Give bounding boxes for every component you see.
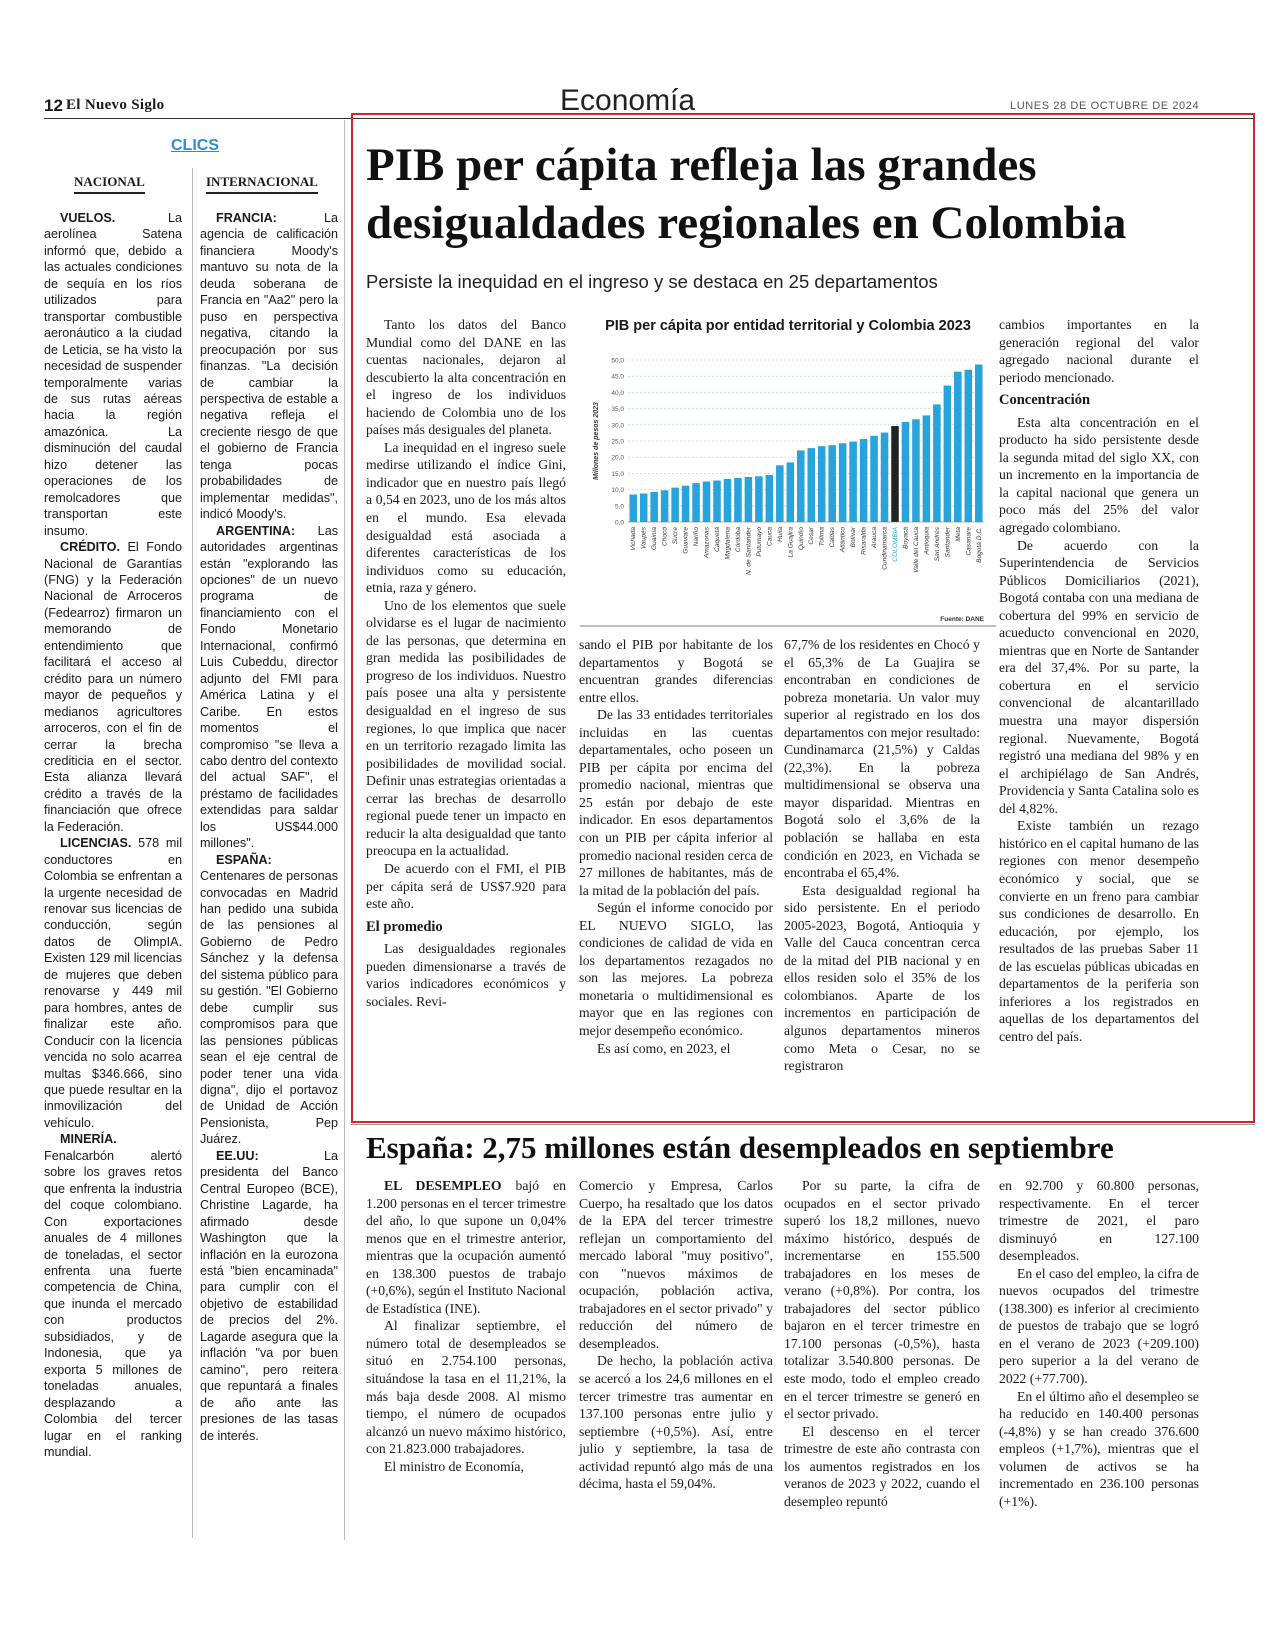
paragraph: en 92.700 y 60.800 personas, respectivamente. En el tercer trimestre de 2021, el paro disminuyó en 127.100 desempleados.: [999, 1178, 1199, 1264]
feature-column-3: [784, 636, 980, 1075]
story2-headline: España: 2,75 millones están desempleados en septiembre: [366, 1130, 1114, 1165]
x-tick-label: Quindío: [797, 527, 805, 551]
brief-text: La aerolínea Satena informó que, debido a las actuales condiciones de sequía en los ríos utilizados para transportar combustible aeronáutico a la ciudad de Leticia, se ha visto la necesidad de suspender temporalmente varias de sus rutas aéreas hacia la región amazónica. La disminución del caudal hizo detener las operaciones de los remolcadores que transportan este insumo.: [44, 211, 182, 538]
x-tick-label: Huila: [776, 527, 784, 543]
internacional-heading: INTERNACIONAL: [206, 174, 318, 194]
chart-bar: [787, 462, 795, 522]
chart-bar: [734, 478, 742, 522]
feature-headline: PIB per cápita refleja las grandes desigualdades regionales en Colombia: [366, 139, 1127, 249]
brief-text: Centenares de personas convocadas en Madrid han pedido una subida de las pensiones al Gobierno de Pedro Sánchez y la defensa del sistema público para su gestión. "El Gobierno debe cumplir sus compromisos para que las pensiones públicas sean el eje central de poder tener una vida digna", dijo el portavoz de Unidad de Acción Pensionista, Pep Juárez.: [200, 869, 338, 1147]
y-axis-label: Millones de pesos 2023: [593, 402, 600, 480]
paragraph-text: bajó en 1.200 personas en el tercer trimestre del año, lo que supone un 0,04% menos que en el trimestre anterior, mientras que la ocupación aumentó en 138.300 puestos de trabajo (+0,6%), según el Instituto Nacional de Estadística (INE).: [366, 1178, 566, 1316]
brief-kicker: MINERÍA.: [60, 1132, 117, 1147]
x-tick-label: Santander: [944, 527, 952, 558]
chart-bar: [944, 386, 952, 522]
paragraph: El descenso en el tercer trimestre de este año contrasta con los aumentos registrados en los veranos de 2023 y 2022, cuando el desempleo repuntó: [784, 1423, 980, 1509]
x-tick-label: Arauca: [871, 527, 879, 548]
paragraph: Según el informe conocido por EL NUEVO SIGLO, las condiciones de calidad de vida en los departamentos rezagados no son las mejores. La pobreza monetaria o multidimensional es mayor que en las regiones con mejor desempeño económico.: [579, 900, 773, 1039]
brief-item: [44, 1131, 182, 1460]
x-tick-label: Nariño: [693, 527, 701, 547]
paragraph: El ministro de Economía,: [384, 1458, 524, 1474]
chart-bar: [766, 475, 774, 522]
brief-item: [44, 835, 182, 1131]
brief-item: [44, 539, 182, 835]
chart-bar: [713, 481, 721, 522]
x-tick-label: Boyacá: [902, 527, 910, 549]
brief-item: [200, 210, 338, 523]
x-tick-label: Atlántico: [839, 527, 847, 553]
feature-subhead-concentracion: Concentración: [999, 392, 1091, 409]
brief-kicker: CRÉDITO.: [60, 540, 120, 555]
x-tick-label: Cesar: [808, 527, 816, 545]
x-tick-label: Cauca: [766, 527, 774, 547]
brief-text: Fenalcarbón alertó sobre los graves retos que enfrenta la industria del coque colombiano. Con exportaciones anuales de 4 millones de toneladas, el sector enfrenta una fuerte competencia de China, que inunda el mercado con productos subsidiados, y de Indonesia, que ya exporta 5 millones de toneladas anuales, desplazando a Colombia del tercer lugar en el ranking mundial.: [44, 1148, 182, 1459]
y-tick-label: 35,0: [611, 406, 624, 414]
feature-column-1: [366, 316, 566, 1010]
x-tick-label: Caldas: [829, 527, 837, 548]
x-tick-label: Putumayo: [755, 527, 763, 557]
chart-bar: [776, 465, 784, 522]
chart-source: Fuente: DANE: [940, 616, 984, 623]
story2-column-3: [784, 1177, 980, 1510]
y-tick-label: 10,0: [611, 487, 624, 495]
paragraph: Tanto los datos del Banco Mundial como del DANE en las cuentas nacionales, dejaron al descubierto la alta concentración en el ingreso de los individuos haciendo de Colombia uno de los países más desiguales del planeta.: [366, 317, 566, 438]
chart-bar: [692, 483, 700, 522]
paragraph: De las 33 entidades territoriales incluidas en las cuentas departamentales, ocho poseen un PIB per cápita por encima del promedio nacional, mientras que 25 están por debajo de este indicador. En esos departamentos con un PIB per cápita inferior al promedio nacional residen cerca de 27 millones de habitantes, más de la mitad de la población del país.: [579, 707, 773, 898]
paragraph: sando el PIB por habitante de los departamentos y Bogotá se encuentran grandes diferencias entre ellos.: [579, 637, 773, 705]
story2-column-2: [579, 1177, 773, 1493]
internacional-briefs: [200, 210, 338, 1444]
chart-bar: [629, 494, 637, 522]
brief-text: Las autoridades argentinas están "explorando las opciones" de un nuevo programa de financiamiento con el Fondo Monetario Internacional, confirmó Luis Cubeddu, director adjunto del FMI para América Latina y el Caribe. En estos momentos el compromiso "se lleva a cabo dentro del contexto del actual SAF", el préstamo de facilidades extendidas para saldar los US$44.000 millones".: [200, 523, 338, 851]
x-tick-label: Meta: [954, 527, 962, 542]
x-tick-label: N. de Santander: [745, 527, 753, 576]
chart-bar: [807, 448, 815, 522]
paragraph: Al finalizar septiembre, el número total de desempleados se situó en 2.754.100 personas, situándose la tasa en el 11,21%, la más baja desde 2008. Al mismo tiempo, el número de ocupados alcanzó un nuevo máximo histórico, con 21.823.000 trabajadores.: [366, 1318, 566, 1457]
chart-bar: [902, 422, 910, 522]
brief-text: La agencia de calificación financiera Moody's mantuvo su nota de la deuda soberana de Francia en "Aa2" pero la puso en perspectiva negativa, citando la preocupación por sus finanzas. "La decisión de cambiar la perspectiva de estable a negativa refleja el creciente riesgo de que el gobierno de Francia tenga pocas probabilidades de implementar medidas", indicó Moody's.: [200, 211, 338, 522]
x-tick-label: Guainía: [651, 527, 659, 551]
brief-kicker: ESPAÑA:: [216, 852, 272, 867]
x-tick-label: Córdoba: [734, 527, 742, 553]
story2-column-1: [366, 1177, 566, 1475]
brief-item: [200, 1148, 338, 1444]
brief-item: [200, 852, 338, 1148]
x-tick-label: Casanare: [965, 527, 973, 556]
gdp-per-capita-chart: [580, 316, 996, 629]
briefs-title: CLICS: [171, 137, 219, 154]
chart-bar: [745, 477, 753, 522]
brief-kicker: ARGENTINA:: [216, 523, 296, 538]
chart-bar: [661, 490, 669, 522]
nacional-briefs: [44, 210, 182, 1460]
paragraph: Existe también un rezago histórico en el capital humano de las regiones con menor desempeño económico y social, que se convierte en un freno para cambiar sus condiciones de desarrollo. En educación, por ejemplo, los resultados de las pruebas Saber 11 de las escuelas públicas ubicadas en departamentos de la periferia son inferiores a los registrados en aquellas de los departamentos del centro del país.: [999, 818, 1199, 1044]
x-tick-label: La Guajira: [787, 527, 795, 558]
chart-bar: [860, 439, 868, 522]
x-tick-label: Bolívar: [850, 527, 858, 548]
chart-title: PIB per cápita por entidad territorial y Colombia 2023: [605, 318, 971, 334]
chart-bar: [933, 404, 941, 522]
x-tick-label: Antioquia: [923, 527, 931, 555]
paragraph: Esta alta concentración en el producto ha sido persistente desde la segunda mitad del siglo XX, con un incremento en la importancia de la capital nacional que genera un poco más del 25% del valor agregado colombiano.: [999, 414, 1199, 536]
paragraph: Las desigualdades regionales pueden dimensionarse a través de varios indicadores económicos y sociales. Revi-: [366, 941, 566, 1009]
paragraph: Esta desigualdad regional ha sido persistente. En el periodo 2005-2023, Bogotá, Antioquia y Valle del Cauca concentran cerca de la mitad del PIB nacional y en ellos residen solo el 35% de los colombianos. Aparte de los incrementos en participación de algunos departamentos mineros como Meta o Cesar, no se registraron: [784, 882, 980, 1074]
paragraph: En el último año el desempleo se ha reducido en 140.400 personas (-4,8%) y se han creado 376.600 empleos (+1,7%), mientras que el volumen de activos se ha incrementado en 236.100 personas (+1%).: [999, 1388, 1199, 1509]
chart-bar: [870, 436, 878, 522]
chart-bar: [755, 476, 763, 522]
chart-bar: [703, 482, 711, 523]
paragraph: Comercio y Empresa, Carlos Cuerpo, ha resaltado que los datos de la EPA del tercer trimestre reflejan un comportamiento del mercado laboral "muy positivo", con "nuevos máximos de ocupación, población activa, trabajadores en el sector privado" y reducción del número de desempleados.: [579, 1178, 773, 1351]
chart-bar: [881, 433, 889, 522]
chart-bar: [724, 479, 732, 522]
chart-bar: [682, 486, 690, 522]
chart-bar: [671, 488, 679, 522]
chart-bar: [797, 450, 805, 522]
x-tick-label: Bogotá D.C.: [975, 527, 983, 563]
y-tick-label: 50,0: [611, 357, 624, 365]
y-tick-label: 5,0: [614, 503, 624, 511]
y-tick-label: 25,0: [611, 438, 624, 446]
paragraph: cambios importantes en la generación regional del valor agregado nacional durante el periodo mencionado.: [999, 317, 1199, 385]
chart-bar: [912, 419, 920, 522]
chart-bar: [923, 415, 931, 522]
x-tick-label: Vaupés: [640, 527, 648, 550]
feature-subhead-promedio: El promedio: [366, 918, 443, 935]
page-number: 12: [44, 96, 63, 115]
y-tick-label: 20,0: [611, 454, 624, 462]
x-tick-label: Valle del Cauca: [912, 527, 920, 573]
chart-bar: [828, 445, 836, 522]
paragraph: De acuerdo con la Superintendencia de Servicios Públicos Domiciliarios (2021), Bogotá contaba con una mediana de cobertura del 99% en servicio de acueducto convencional en 2020, mientras que en Norte de Santander era del 37,4%. Por su parte, la cobertura en el servicio convencional de alcantarillado muestra una mayor dispersión regional. Nuevamente, Bogotá registró una mediana del 98% y en el archipiélago de San Andrés, Providencia y Santa Catalina solo es del 4,82%.: [999, 537, 1199, 816]
x-tick-label: San Andrés: [933, 527, 941, 562]
x-tick-label: Caquetá: [714, 527, 721, 552]
chart-bar: [640, 493, 648, 522]
x-tick-label: COLOMBIA: [892, 527, 899, 562]
paragraph: En el caso del empleo, la cifra de nuevos ocupados del trimestre (138.300) es inferior al crecimiento de puestos de trabajo que se logró en el verano de 2023 (+209.100) pero superior a la del verano de 2022 (+77.700).: [999, 1265, 1199, 1387]
paragraph: [366, 1177, 566, 1317]
chart-bar: [839, 443, 847, 522]
brief-text: El Fondo Nacional de Garantías (FNG) y la Federación Nacional de Arroceros (Fedearroz) firmaron un memorando de entendimiento que facilitará el acceso al crédito para un número mayor de pequeños y medianos agricultores arroceros, con el fin de cerrar la brecha crediticia en el sector. Esta alianza llevará crédito a través de la financiación que ofrece la Federación.: [44, 540, 182, 834]
page-date: LUNES 28 DE OCTUBRE DE 2024: [1010, 100, 1200, 112]
brief-kicker: VUELOS.: [60, 211, 116, 225]
x-tick-label: Tolima: [818, 527, 826, 547]
paragraph: 67,7% de los residentes en Chocó y el 65,3% de La Guajira se encontraban en condiciones de pobreza monetaria. Un valor muy superior al registrado en los dos departamentos con mejor resultado: Cundinamarca (21,5%) y Caldas (22,3%). En la pobreza multidimensional se observa una mayor disparidad. Mientras en Bogotá solo el 3,6% de la población se hallaba en esta condición en 2023, en Vichada se encontraba el 65,4%.: [784, 637, 980, 881]
feature-subheadline: Persiste la inequidad en el ingreso y se destaca en 25 departamentos: [366, 271, 938, 292]
chart-bar: [954, 372, 962, 522]
y-tick-label: 30,0: [611, 422, 624, 430]
y-tick-label: 40,0: [611, 389, 624, 397]
chart-bar: [891, 426, 899, 522]
x-tick-label: Magdalena: [724, 527, 732, 560]
x-tick-label: Cundinamarca: [881, 527, 889, 570]
x-tick-label: Sucre: [672, 527, 680, 545]
feature-column-4: [999, 316, 1199, 1045]
brief-kicker: LICENCIAS.: [60, 836, 132, 851]
feature-column-2: [579, 636, 773, 1057]
x-tick-label: Chocó: [661, 527, 669, 547]
y-tick-label: 15,0: [611, 470, 624, 478]
brief-text: La presidenta del Banco Central Europeo (BCE), Christine Lagarde, ha afirmado desde Washington que la inflación en la eurozona está "bien encaminada" para cumplir con el objetivo de estabilidad de precios del 2%. Lagarde asegura que la inflación "va por buen camino", pero reitera que repuntará a finales de año ante las presiones de las tasas de interés.: [200, 1148, 338, 1443]
brief-item: [200, 523, 338, 852]
chart-bar: [650, 492, 658, 522]
brief-kicker: EE.UU:: [216, 1148, 259, 1163]
paragraph: Es así como, en 2023, el: [597, 1040, 731, 1056]
story-divider: [351, 1124, 1255, 1125]
column-divider: [192, 168, 193, 1538]
brief-text: 578 mil conductores en Colombia se enfrentan a la urgente necesidad de renovar sus licencias de conducción, según datos de OlimpIA. Existen 129 mil licencias de mujeres que deben renovarse y 449 mil para hombres, antes de finalizar este año. Conducir con la licencia vencida no solo acarrea multas $346.666, sino que puede resultar en la inmovilización del vehículo.: [44, 836, 182, 1130]
x-tick-label: Risaralda: [860, 527, 868, 555]
chart-bar: [818, 446, 826, 522]
paragraph: Por su parte, la cifra de ocupados en el sector privado superó los 18,2 millones, nuevo máximo histórico, después de incrementarse en 155.500 trabajadores en los meses de verano (+0,8%). Por contra, los trabajadores del sector público bajaron en el tercer trimestre en 17.100 personas (-0,5%), hasta totalizar 3.540.800 personas. De este modo, todo el empleo creado en el tercer trimestre se generó en el sector privado.: [784, 1178, 980, 1422]
chart-bar: [849, 442, 857, 522]
paragraph: De hecho, la población activa se acercó a los 24,6 millones en el tercer trimestre tras aumentar en 137.100 personas entre julio y septiembre (+0,5%). Así, entre julio y septiembre, la tasa de actividad repuntó algo más de una décima, hasta el 59,04%.: [579, 1353, 773, 1492]
y-tick-label: 0,0: [614, 519, 624, 527]
brief-kicker: FRANCIA:: [216, 211, 277, 225]
x-tick-label: Amazonas: [703, 527, 711, 559]
newspaper-name: El Nuevo Siglo: [66, 97, 165, 113]
paragraph: La inequidad en el ingreso suele medirse utilizando el índice Gini, indicador que en nuestro país llegó a 0,54 en 2023, uno de los más altos en el mundo. Esa elevada desigualdad está asociada a diferentes características de los individuos como su educación, etnia, raza y género.: [366, 439, 566, 596]
chart-bar: [975, 365, 983, 522]
x-tick-label: Guaviare: [682, 527, 690, 554]
y-tick-label: 45,0: [611, 373, 624, 381]
paragraph: De acuerdo con el FMI, el PIB per cápita será de US$7.920 para este año.: [366, 860, 566, 912]
section-title: Economía: [560, 84, 696, 117]
story2-lead: EL DESEMPLEO: [384, 1178, 502, 1193]
paragraph: Uno de los elementos que suele olvidarse es el lugar de nacimiento de las personas, que determina en gran medida las posibilidades de progreso de los individuos. Nuestro país posee una alta y persistente desigualdad en el ingreso de sus regiones, lo que implica que nacer en un territorio rezagado limita las posibilidades de movilidad social. Definir unas estrategias orientadas a cerrar las brechas de desarrollo regional puede tener un impacto en reducir la alta desigualdad que tanto preocupa en la actualidad.: [366, 597, 566, 859]
chart-bar: [965, 370, 973, 522]
x-tick-label: Vichada: [630, 527, 638, 551]
brief-item: [44, 210, 182, 539]
column-divider: [344, 120, 345, 1540]
nacional-heading: NACIONAL: [74, 174, 145, 194]
story2-column-4: [999, 1177, 1199, 1510]
